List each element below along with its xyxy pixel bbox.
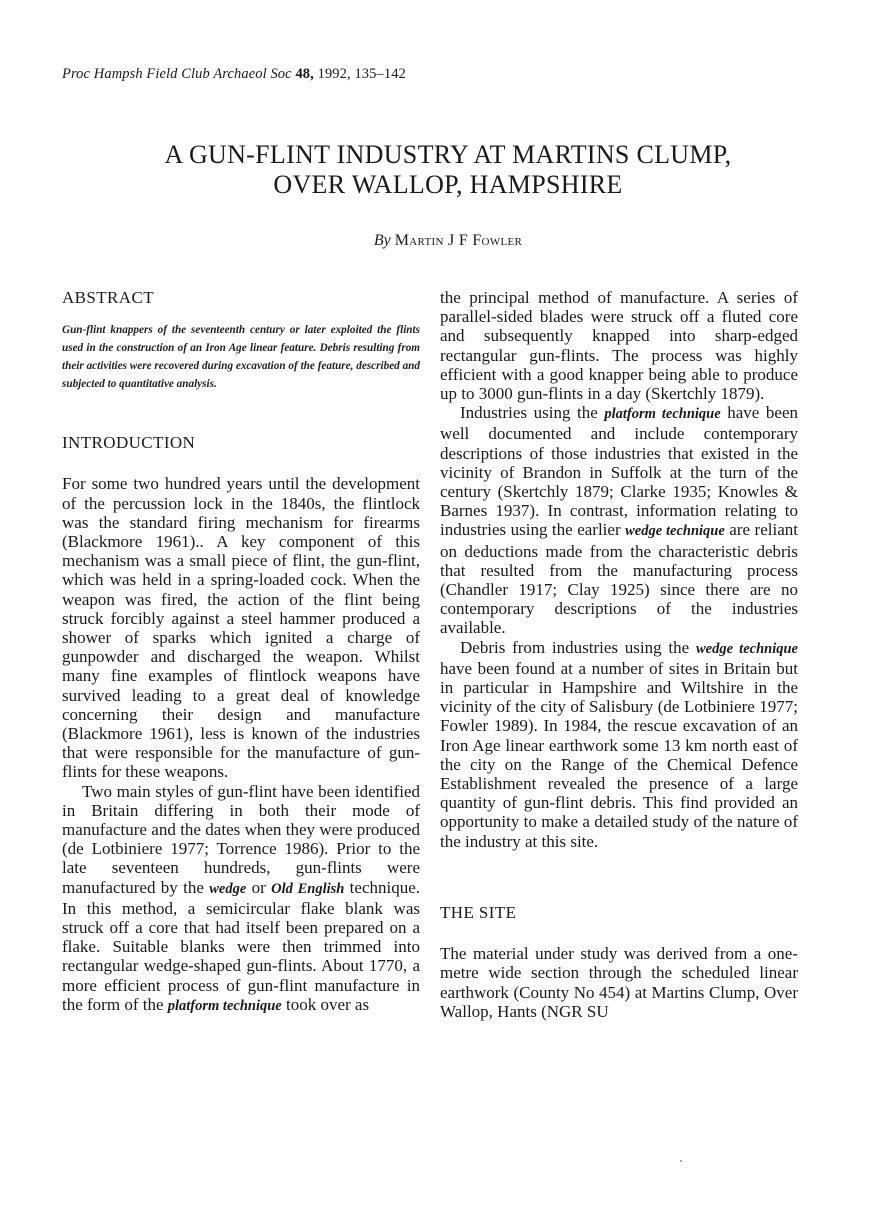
intro-p2-text-a: Two main styles of gun-flint have been identified in Britain differing in both their mode of manufacture and the dates when they were produced (de Lotbiniere 1977; Torrence 1986). Prior to the late seventeen hundreds, gun-flints were manufactured by the [62, 781, 420, 897]
intro-paragraph-3 [440, 403, 798, 637]
intro-p3-text-c: are reliant on deductions made from the characteristic debris that resulted from the manufacturing process (Chandler 1917; Clay 1925) since there are no contemporary descriptions of the industries available. [440, 520, 798, 638]
intro-paragraph-2 [62, 782, 420, 1016]
site-paragraph-1: The material under study was derived from a one-metre wide section through the scheduled linear earthwork (County No 454) at Martins Clump, Over Wallop, Hants (NGR SU [440, 944, 798, 1021]
intro-paragraph-4 [440, 638, 798, 851]
title-line-2: OVER WALLOP, HAMPSHIRE [273, 170, 623, 199]
intro-p2-text-d: took over as [281, 994, 370, 1014]
title-line-1: A GUN-FLINT INDUSTRY AT MARTINS CLUMP, [164, 140, 732, 169]
abstract-heading: ABSTRACT [62, 288, 154, 307]
scan-speck [680, 1160, 682, 1162]
intro-p2-text-b: or [246, 877, 272, 897]
journal-abbrev: Proc Hampsh Field Club Archaeol Soc [62, 66, 292, 82]
introduction-heading: INTRODUCTION [62, 433, 196, 453]
intro-p4-text-a: Debris from industries using the [460, 637, 696, 657]
byline [0, 232, 896, 250]
term-platform-technique: platform technique [604, 406, 721, 423]
term-wedge-technique: wedge technique [695, 640, 798, 657]
journal-year-pages: 1992, 135–142 [317, 66, 406, 82]
intro-paragraph-2-continued: the principal method of manufacture. A series of parallel-sided blades were struck off a fluted core and subsequently knapped into sharp-edged rectangular gun-flints. The process was highly efficient with a good knapper being able to produce up to 3000 gun-flints in a day (Skertchly 1879). [440, 288, 798, 404]
intro-p4-text-b: have been found at a number of sites in Britain but in particular in Hampshire and Wiltshire in the vicinity of the city of Salisbury (de Lotbiniere 1977; Fowler 1989). In 1984, the rescue excavation of an Iron Age linear earthwork some 13 km north east of the city on the Range of the Chemical Defence Establishment revealed the presence of a large quantity of gun-flint debris. This find provided an opportunity to make a detailed study of the nature of the industry at this site. [440, 658, 798, 851]
right-column [440, 288, 798, 1021]
term-old-english: Old English [271, 880, 345, 897]
author-name: Martin J F Fowler [394, 232, 523, 249]
abstract-text: Gun-flint knappers of the seventeenth century or later exploited the flints used in the construction of an Iron Age linear feature. Debris resulting from their activities were recovered during excavation of the feature, described and subjected to quantitative analysis. [62, 324, 420, 391]
intro-p2-text-c: technique. In this method, a semicircular flake blank was struck off a core that had itself been prepared on a flake. Suitable blanks were then trimmed into rectangular wedge-shaped gun-flints. About 1770, a more efficient process of gun-flint manufacture in the form of the [62, 877, 421, 1014]
term-wedge: wedge [209, 880, 247, 897]
term-wedge-technique: wedge technique [625, 523, 725, 540]
journal-volume: 48, [295, 66, 314, 82]
byline-by: By [373, 232, 391, 249]
intro-paragraph-1: For some two hundred years until the development of the percussion lock in the 1840s, the flintlock was the standard firing mechanism for firearms (Blackmore 1961).. A key component of this mechanism was a small piece of flint, the gun-flint, which was held in a spring-loaded cock. When the weapon was fired, the action of the flint being struck forcibly against a steel hammer produced a shower of sparks which ignited a charge of gunpowder and discharged the weapon. Whilst many fine examples of flintlock weapons have survived leading to a great deal of knowledge concerning their design and manufacture (Blackmore 1961), less is known of the industries that were responsible for the manufacture of gun-flints for these weapons. [62, 474, 420, 782]
intro-p3-text-a: Industries using the [460, 403, 605, 423]
term-platform-technique: platform technique [167, 997, 282, 1014]
the-site-heading: THE SITE [440, 902, 517, 922]
article-title [0, 140, 896, 200]
intro-p3-text-b: have been well documented and include contemporary descriptions of those industries that existed in the vicinity of Brandon in Suffolk at the turn of the century (Skertchly 1879; Clarke 1935; Knowles & Barnes 1937). In contrast, information relating to industries using the earlier [440, 403, 798, 540]
journal-reference [62, 66, 406, 83]
left-column [62, 288, 420, 1016]
